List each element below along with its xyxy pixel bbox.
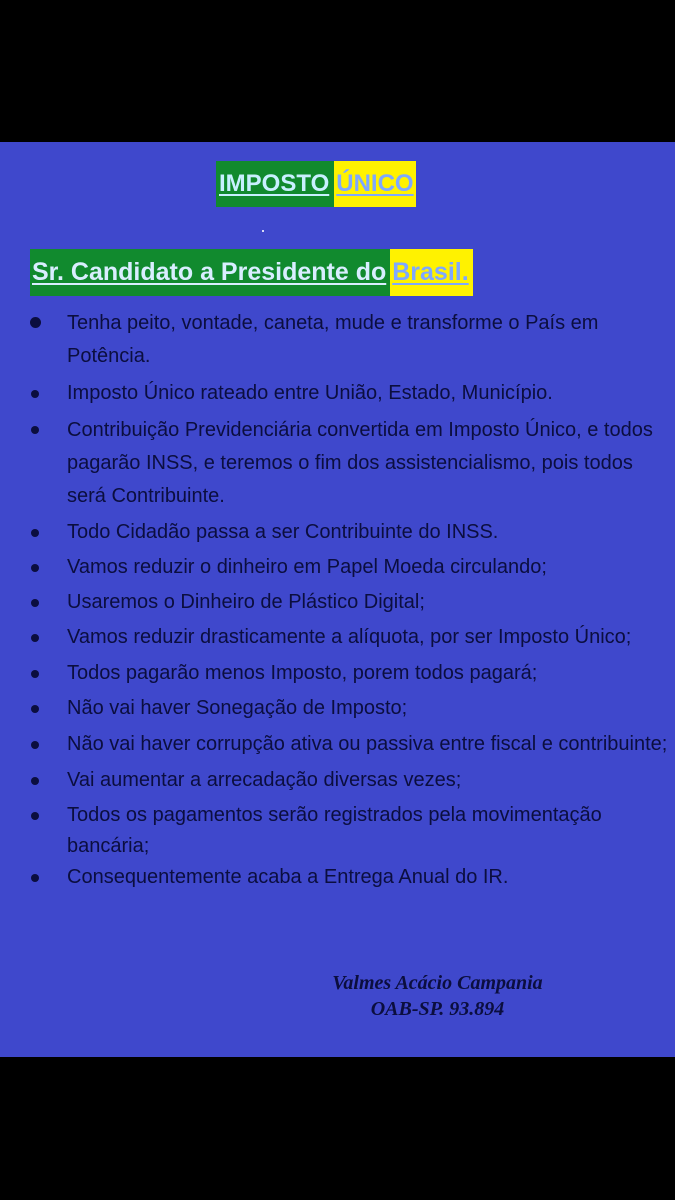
bullet-icon <box>31 529 39 537</box>
subtitle-yellow-part: Brasil. <box>390 249 472 296</box>
flyer-panel <box>0 142 675 1057</box>
list-item-text: Vamos reduzir drasticamente a alíquota, por ser Imposto Único; <box>67 626 632 648</box>
list-item <box>0 587 675 618</box>
proposal-list <box>0 307 675 893</box>
list-item <box>0 800 675 862</box>
list-item-text: Consequentemente acaba a Entrega Anual do IR. <box>67 866 509 888</box>
signature-block <box>250 970 625 1022</box>
page-title <box>216 161 416 207</box>
bullet-icon <box>31 426 39 434</box>
list-item-text: Não vai haver corrupção ativa ou passiva entre fiscal e contribuinte; <box>67 733 668 755</box>
list-item-text: Vamos reduzir o dinheiro em Papel Moeda circulando; <box>67 556 547 578</box>
stray-dot <box>262 230 264 232</box>
signature-name: Valmes Acácio Campania <box>332 972 543 994</box>
bullet-icon <box>30 317 41 328</box>
bullet-icon <box>31 390 39 398</box>
list-item <box>0 862 675 893</box>
list-item-text: Vai aumentar a arrecadação diversas vezes; <box>67 769 462 791</box>
bullet-icon <box>31 777 39 785</box>
title-green-part: IMPOSTO <box>216 161 334 207</box>
subtitle-green-part: Sr. Candidato a Presidente do <box>30 249 390 296</box>
list-item <box>0 414 675 513</box>
list-item-text: Não vai haver Sonegação de Imposto; <box>67 697 408 719</box>
bullet-icon <box>31 634 39 642</box>
list-item <box>0 765 675 796</box>
list-item-text: Tenha peito, vontade, caneta, mude e transforme o País em Potência. <box>67 312 599 367</box>
list-item-text: Imposto Único rateado entre União, Estado, Município. <box>67 382 553 404</box>
subtitle <box>30 249 473 296</box>
list-item <box>0 552 675 583</box>
bullet-icon <box>31 741 39 749</box>
list-item <box>0 517 675 548</box>
list-item-text: Usaremos o Dinheiro de Plástico Digital; <box>67 591 425 613</box>
bullet-icon <box>31 564 39 572</box>
list-item-text: Todos pagarão menos Imposto, porem todos pagará; <box>67 662 538 684</box>
list-item <box>0 378 675 409</box>
bullet-icon <box>31 812 39 820</box>
list-item <box>0 658 675 689</box>
list-item <box>0 307 675 373</box>
list-item <box>0 729 675 760</box>
bullet-icon <box>31 705 39 713</box>
list-item-text: Todos os pagamentos serão registrados pela movimentação bancária; <box>67 804 602 857</box>
bullet-icon <box>31 599 39 607</box>
bullet-icon <box>31 874 39 882</box>
title-yellow-part: ÚNICO <box>334 161 415 207</box>
signature-oab: OAB-SP. 93.894 <box>370 998 505 1020</box>
list-item <box>0 693 675 724</box>
list-item-text: Contribuição Previdenciária convertida em Imposto Único, e todos pagarão INSS, e teremos o fim dos assistencialismo, pois todos será Contribuinte. <box>67 419 653 507</box>
bullet-icon <box>31 670 39 678</box>
list-item <box>0 622 675 653</box>
list-item-text: Todo Cidadão passa a ser Contribuinte do INSS. <box>67 521 499 543</box>
